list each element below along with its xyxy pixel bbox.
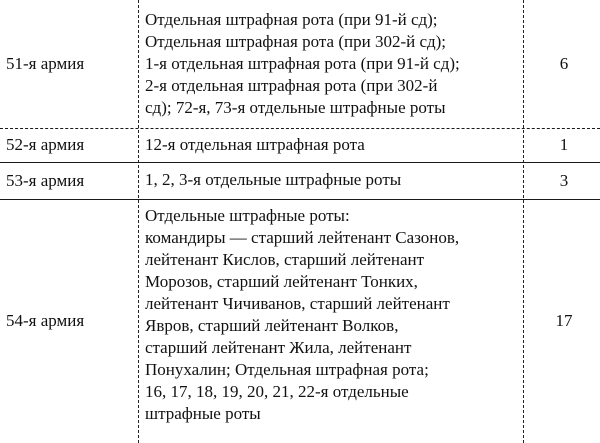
units-line: лейтенант Чичиванов, старший лейтенант [145,294,450,313]
table-row [0,128,600,162]
unit-count: 17 [555,311,573,330]
units-line: командиры — старший лейтенант Сазонов, [145,228,460,247]
units-line: Отдельная штрафная рота (при 91-й сд); [145,10,438,29]
units-line: Морозов, старший лейтенант Тонких, [145,272,418,291]
units-line: 1-я отдельная штрафная рота (при 91-й сд); [145,54,460,73]
units-line: 2-я отдельная штрафная рота (при 302-й [145,76,438,95]
units-line: Отдельные штрафные роты: [145,206,350,225]
units-line: 16, 17, 18, 19, 20, 21, 22-я отдельные [145,382,409,401]
units-line: Отдельная штрафная рота (при 302-й сд); [145,32,447,51]
unit-count: 3 [559,170,569,190]
units-line: сд); 72-я, 73-я отдельные штрафные роты [145,98,446,117]
army-name: 51-я армия [6,54,85,73]
units-line: Явров, старший лейтенант Волков, [145,316,399,335]
units-line: 1, 2, 3-я отдельные штрафные роты [145,170,402,189]
table-row [0,199,600,443]
unit-count: 1 [559,135,569,154]
army-name: 54-я армия [6,311,85,330]
units-list [145,9,523,119]
table-row [0,162,600,199]
army-name: 52-я армия [6,135,85,154]
units-line: 12-я отдельная штрафная рота [145,135,365,154]
units-list [145,134,523,156]
unit-count: 6 [559,54,569,73]
units-list [145,205,523,425]
units-list [145,169,523,191]
units-line: лейтенант Кислов, старший лейтенант [145,250,425,269]
army-name: 53-я армия [6,170,85,190]
table-row [0,0,600,128]
units-line: старший лейтенант Жила, лейтенант [145,338,412,357]
units-line: Понухалин; Отдельная штрафная рота; [145,360,429,379]
units-line: штрафные роты [145,404,261,423]
